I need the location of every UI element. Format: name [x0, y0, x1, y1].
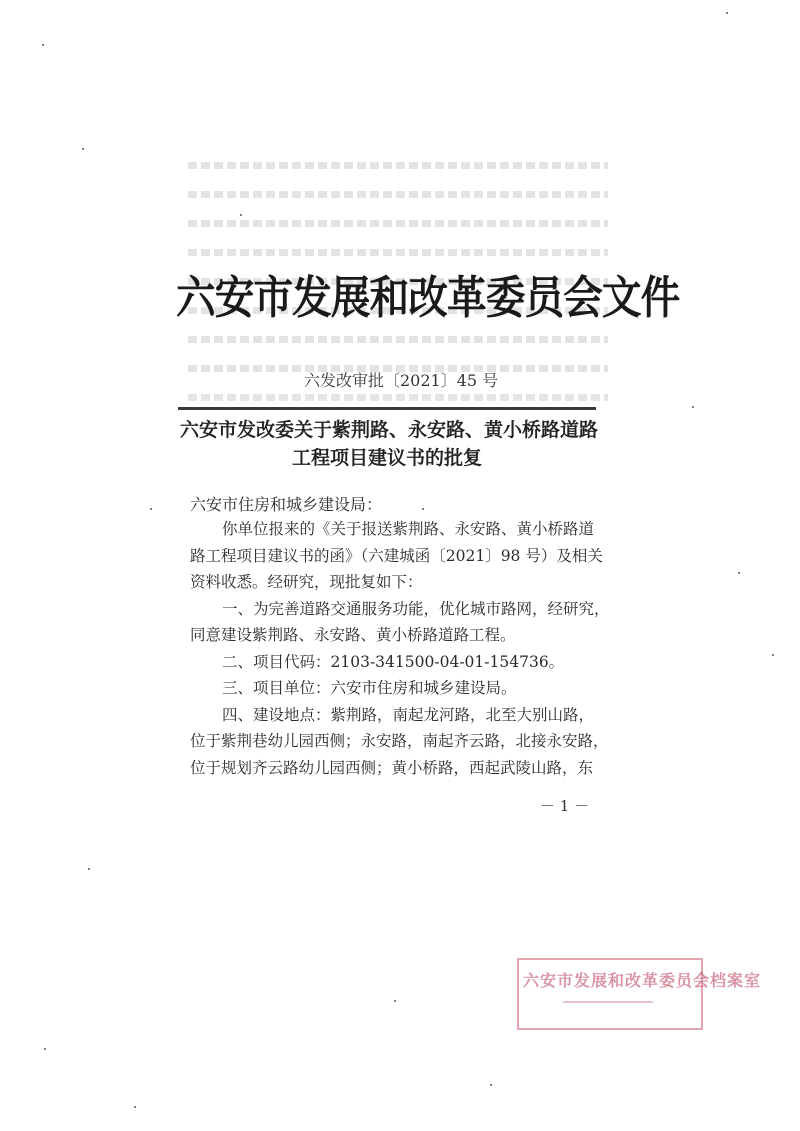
scan-speck: [772, 654, 774, 656]
scan-speck: [738, 572, 740, 574]
document-title: [180, 416, 599, 472]
body-line: 一、为完善道路交通服务功能，优化城市路网，经研究，: [222, 599, 610, 618]
body-text: [190, 516, 610, 781]
body-line: 资料收悉。经研究，现批复如下：: [190, 573, 423, 591]
stamp-text: 六安市发展和改革委员会档案室: [523, 971, 762, 990]
body-line: 位于规划齐云路幼儿园西侧；黄小桥路，西起武陵山路，东: [190, 758, 594, 777]
body-line: 你单位报来的《关于报送紫荆路、永安路、黄小桥路道: [222, 520, 595, 538]
scan-speck: [134, 1106, 136, 1108]
scan-speck: [726, 12, 728, 14]
page-number: － 1 －: [540, 797, 590, 815]
stamp-inner-mark: [563, 1001, 653, 1013]
document-number: 六发改审批〔2021〕45 号: [304, 371, 499, 390]
scan-speck: [240, 214, 242, 216]
scan-speck: [692, 406, 694, 408]
scan-speck: [150, 508, 152, 510]
header-divider: [178, 407, 596, 410]
body-line: 位于紫荆巷幼儿园西侧；永安路，南起齐云路，北接永安路，: [190, 732, 609, 750]
addressee: 六安市住房和城乡建设局：: [190, 495, 383, 514]
body-line: 四、建设地点：紫荆路，南起龙河路，北至大别山路，: [222, 705, 595, 724]
body-line: 同意建设紫荆路、永安路、黄小桥路道路工程。: [190, 626, 516, 644]
scan-speck: [82, 148, 84, 150]
body-line: 路工程项目建议书的函》（六建城函〔2021〕98 号）及相关: [190, 546, 603, 565]
scan-speck: [44, 1048, 46, 1050]
scan-speck: [42, 44, 44, 46]
scan-speck: [88, 868, 90, 870]
body-line: 二、项目代码：2103-341500-04-01-154736。: [222, 652, 565, 671]
title-line-2: 工程项目建议书的批复: [291, 447, 482, 469]
title-line-1: 六安市发改委关于紫荆路、永安路、黄小桥路道路: [180, 419, 599, 441]
issuer-header: 六安市发展和改革委员会文件: [176, 271, 680, 324]
body-line: 三、项目单位：六安市住房和城乡建设局。: [222, 679, 517, 697]
archive-stamp: [517, 958, 762, 1030]
scan-speck: [394, 1000, 396, 1002]
scan-speck: [490, 1084, 492, 1086]
scan-speck: [422, 508, 424, 510]
